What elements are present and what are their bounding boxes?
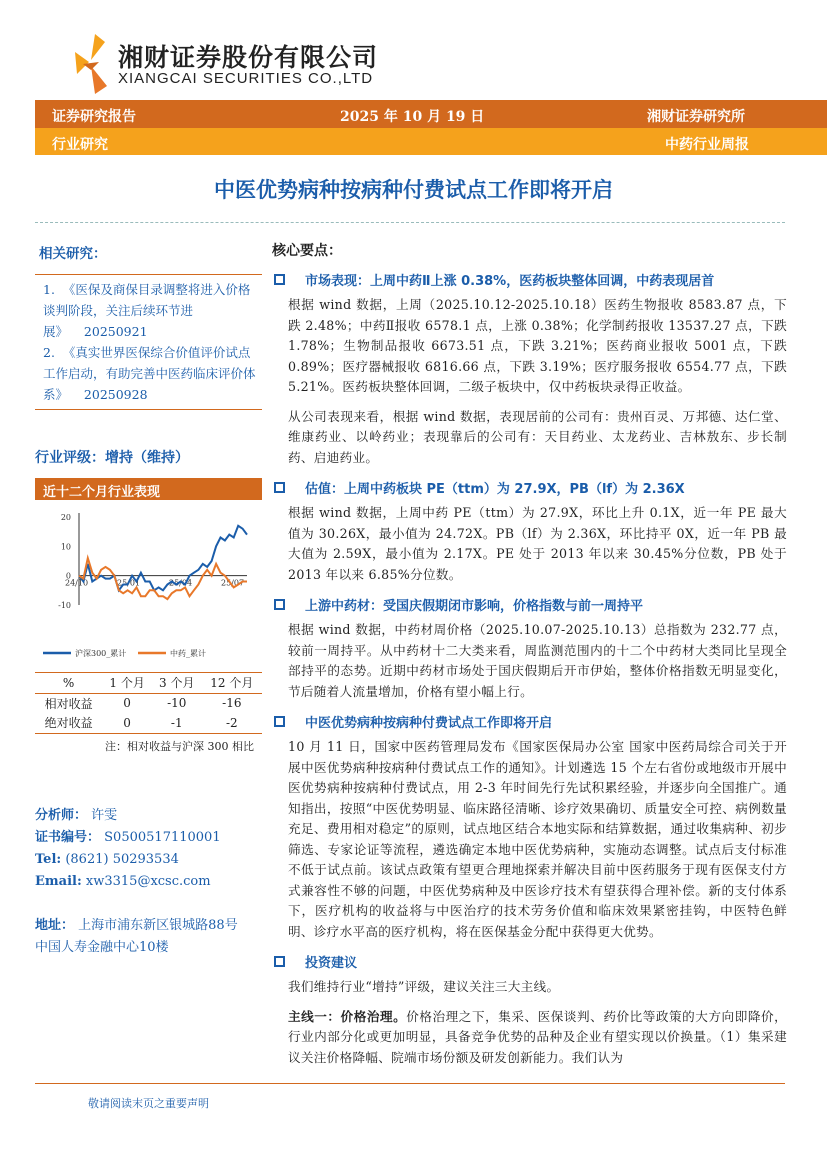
report-type: 证券研究报告	[52, 109, 136, 125]
y-tick-label: 20	[60, 513, 71, 522]
y-tick-label: -10	[58, 601, 71, 610]
table-note: 注：相对收益与沪深 300 相比	[105, 739, 254, 753]
disclaimer-link[interactable]: 敬请阅读末页之重要声明	[88, 1097, 209, 1110]
x-tick-label: 25/01	[117, 578, 141, 588]
chart-title: 近十二个月行业表现	[35, 478, 262, 500]
report-date: 2025 年 10 月 19 日	[340, 109, 485, 125]
checkbox-bullet-icon	[274, 274, 285, 285]
institute: 湘财证券研究所	[647, 109, 745, 125]
related-item[interactable]: 1. 《医保及商保目录调整将进入价格谈判阶段，关注后续环节进展》 20250921	[43, 282, 251, 339]
paragraph: 根据 wind 数据，中药材周价格（2025.10.07-2025.10.13）总指数为 232.77 点，较前一周持平。从中药材十二大类来看，周监测范围内的十二个中药材大类同比呈现全部持平的态势。近期中药材市场处于国庆假期后开市伊始，整体价格指数无明显变化，节后随着人流量增加，价格有望小幅上行。	[288, 622, 787, 699]
company-logo-icon	[75, 34, 109, 94]
company-name-en: XIANGCAI SECURITIES CO.,LTD	[118, 70, 374, 87]
category: 行业研究	[52, 137, 108, 153]
header-bar-bottom	[35, 128, 827, 155]
core-title: 核心要点：	[272, 243, 342, 259]
table-row: 相对收益 0 -10 -16	[44, 696, 242, 711]
paragraph: 从公司表现来看，根据 wind 数据，表现居前的公司有：贵州百灵、万邦德、达仁堂、维康药业、以岭药业；表现靠后的公司有：天目药业、太龙药业、吉林敖东、步长制药、启迪药业。	[288, 408, 787, 465]
x-tick-label: 25/04	[169, 578, 193, 588]
performance-table-wrap	[35, 672, 262, 754]
footer-line	[35, 1083, 785, 1084]
checkbox-bullet-icon	[274, 956, 285, 967]
x-tick-label: 24/10	[65, 578, 89, 588]
section-heading: 投资建议	[272, 952, 787, 971]
related-research	[35, 242, 262, 410]
checkbox-bullet-icon	[274, 716, 285, 727]
analyst-name: 许雯	[91, 808, 118, 823]
checkbox-bullet-icon	[274, 482, 285, 493]
performance-chart	[35, 502, 262, 672]
section	[272, 952, 787, 1068]
report-series: 中药行业周报	[665, 137, 749, 153]
section-heading: 市场表现：上周中药Ⅱ上涨 0.38%，医药板块整体回调，中药表现居首	[272, 270, 787, 289]
x-tick-label: 25/07	[221, 578, 245, 588]
paragraph: 根据 wind 数据，上周中药 PE（ttm）为 27.9X，环比上升 0.1X，近一年 PE 最大值为 30.26X，最小值为 24.72X。PB（lf）为 2.36X，环比持平 0X，近一年 PB 最大值为 2.59X，最小值为 2.17X。PE 处于 2013 年以来 30.45%分位数，PB 处于 2013 年以来 6.85%分位数。	[288, 505, 787, 582]
analyst-info: 分析师： 许雯 证书编号： S0500517110001 Tel: (8621) 50293534 Email: xw3315@xcsc.com 地址： 上海市浦东新区银城路88号 中国人寿金融中心10楼	[35, 808, 238, 955]
section	[272, 595, 787, 702]
y-tick-label: 0	[65, 571, 71, 581]
page-title: 中医优势病种按病种付费试点工作即将开启	[214, 178, 613, 202]
paragraph: 主线一：价格治理。价格治理之下，集采、医保谈判、药价比等政策的大方向即降价，行业内部分化或更加明显，具备竞争优势的品种及企业有望实现以价换量。（1）集采建议关注价格降幅、院端市场份额及研发创新能力。我们认为	[288, 1008, 788, 1065]
company-name-cn: 湘财证券股份有限公司	[118, 43, 379, 72]
email-link[interactable]: xw3315@xcsc.com	[85, 874, 211, 889]
paragraph: 根据 wind 数据，上周（2025.10.12-2025.10.18）医药生物报收 8583.87 点，下跌 2.48%；中药Ⅱ报收 6578.1 点，上涨 0.38%；化学制药报收 13537.27 点，下跌 1.78%；生物制品报收 6673.51 点，下跌 3.21%；医药商业报收 5001 点，下跌 0.89%；医疗器械报收 6816.66 点，下跌 3.19%；医疗服务报收 6554.77 点，下跌 5.21%。医药板块整体回调，二级子板块中，仅中药板块录得正收益。	[288, 297, 787, 394]
section-heading: 上游中药材：受国庆假期闭市影响，价格指数与前一周持平	[272, 595, 787, 614]
industry-rating: 行业评级：增持（维持）	[35, 450, 189, 466]
paragraph: 我们维持行业“增持”评级，建议关注三大主线。	[288, 979, 560, 994]
divider	[35, 222, 785, 223]
main-content	[272, 240, 787, 1078]
legend-label: 沪深300_累计	[75, 649, 127, 658]
performance-table: % 1 个月 3 个月 12 个月 相对收益 0 -10 -16 绝对收益 0 -1 -2	[35, 673, 262, 734]
table-row: 绝对收益 0 -1 -2	[35, 713, 262, 733]
related-item[interactable]: 2. 《真实世界医保综合价值评价试点工作启动，有助完善中医药临床评价体系》 20250928	[43, 345, 256, 402]
section	[272, 478, 787, 585]
header-bar-top	[35, 100, 827, 128]
legend-label: 中药_累计	[170, 649, 206, 658]
section-heading: 估值：上周中药板块 PE（ttm）为 27.9X，PB（lf）为 2.36X	[272, 478, 787, 497]
section	[272, 712, 787, 942]
section	[272, 270, 787, 468]
paragraph: 10 月 11 日，国家中医药管理局发布《国家医保局办公室 国家中医药局综合司关于开展中医优势病种按病种付费试点工作的通知》。计划遴选 15 个左右省份或地级市开展中医优势病种按病种付费试点，用 2-3 年时间先行先试积累经验，并逐步向全国推广。通知指出，按照“中医优势明显、临床路径清晰、诊疗效果确切、质量安全可控、病例数量充足、费用相对稳定”的原则，试点地区结合本地实际和结算数据，通过收集病种、初步筛选、专家论证等流程，遴选确定本地中医优势病种，实施动态调整。试点后支付标准不低于试点前。该试点政策有望更合理地探索并解决目前中医药服务于现有医保支付方式兼容性不够的问题，中医优势病种及中医诊疗技术有望获得合理补偿。新的支付体系下，医疗机构的收益将与中医治疗的技术劳务价值和临床效果紧密挂钩，中医特色鲜明、诊疗水平高的医疗机构，将在医保基金分配中获得更大优势。	[288, 739, 787, 939]
section-heading: 中医优势病种按病种付费试点工作即将开启	[272, 712, 787, 731]
related-title: 相关研究：	[39, 246, 107, 262]
y-tick-label: 10	[60, 542, 71, 552]
checkbox-bullet-icon	[274, 599, 285, 610]
